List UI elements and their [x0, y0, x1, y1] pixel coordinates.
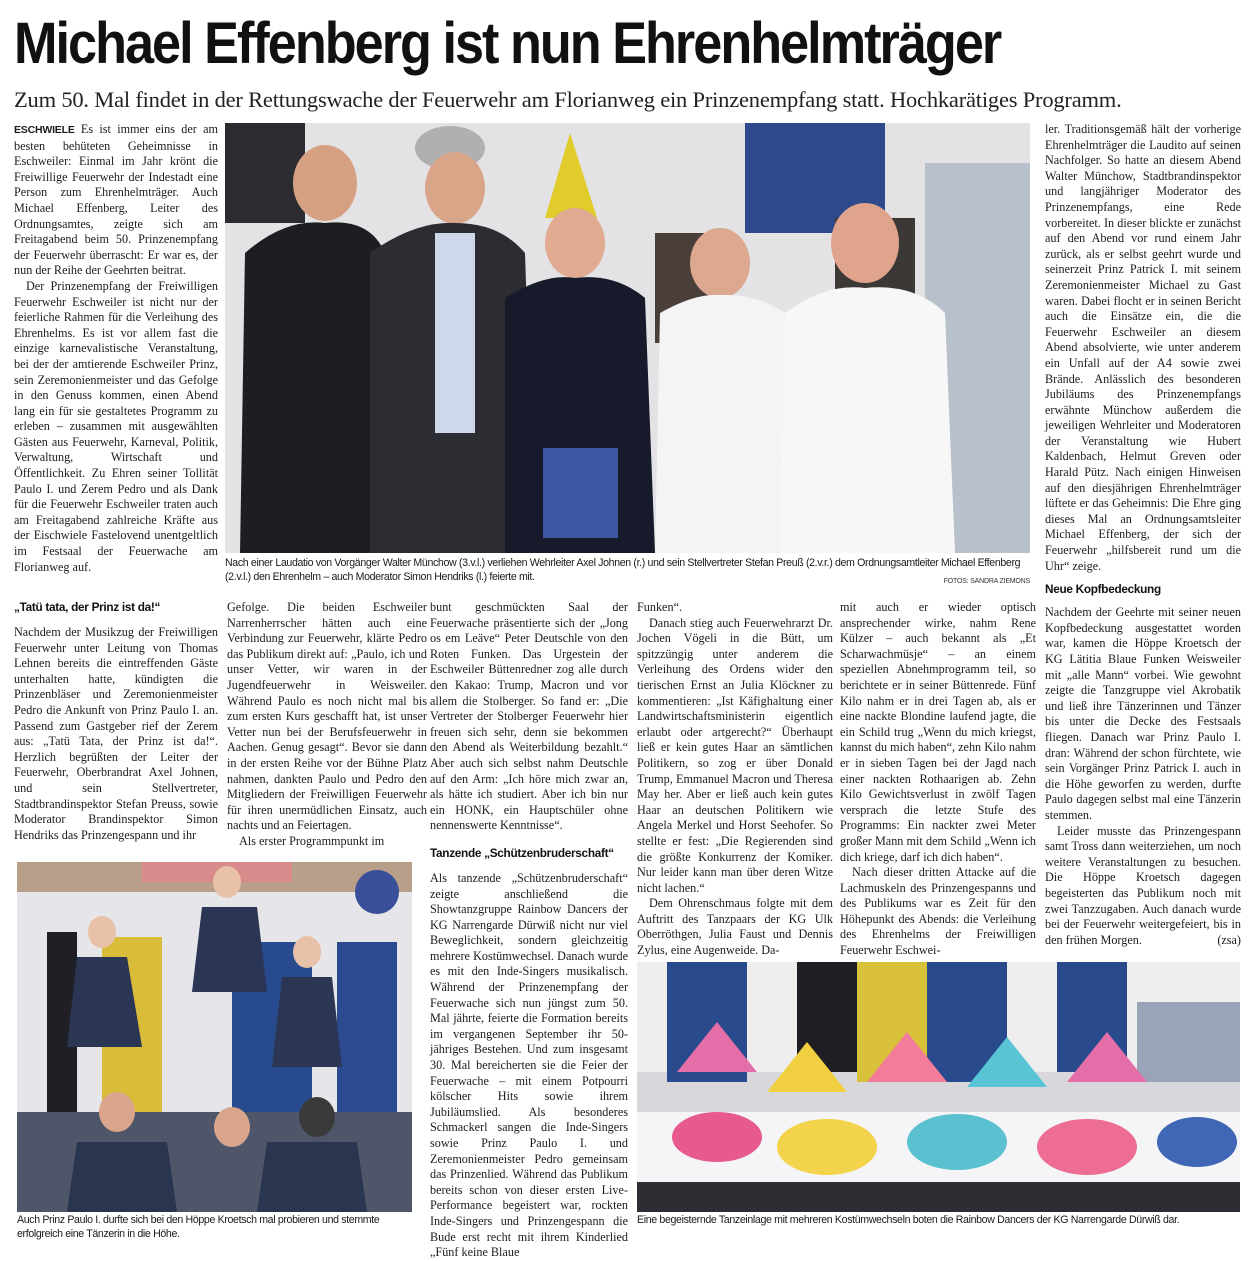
paragraph: Funken“.: [637, 600, 683, 614]
headline: Michael Effenberg ist nun Ehrenhelmträger: [14, 11, 1001, 76]
article-column-5: [840, 600, 1036, 959]
article-column-2: [227, 600, 427, 850]
paragraph: Leider musste das Prinzengespann samt Tross dann weiterziehen, um noch weitere Veranstaltungen zu besuchen. Die Höppe Kroetsch dagegen begeisterten das Publikum noch mit zwei Tanzzugaben. Auch danach wurde bei der Feuerwehr weitergefeiert, bis in den frühen Morgen.: [1045, 823, 1241, 947]
paragraph: Nachdem der Musikzug der Freiwilligen Feuerwehr unter Leitung von Thomas Lehnen bereits die eintreffenden Gäste unterhalten hatte, kündigten die Prinzenbläser und Zeremonienmeister Pedro die Ankunft von Prinz Paulo I. an. Passend zum Gastgeber rief der Zerem aus: „Tatü Tata, der Prinz ist da!“. Herzlich begrüßten der Leiter der Feuerwehr, Oberbrandrat Axel Johnen, und sein Stellvertreter, Stadtbrandinspektor Stefan Preuss, sowie Moderator Brandinspektor Simon Hendriks das Prinzengespann und ihr: [14, 625, 218, 842]
main-photo-caption-box: [225, 557, 1030, 589]
article-column-1-top: [14, 122, 218, 575]
paragraph: mit auch er wieder optisch ansprechender wirke, nahm Rene Külzer – auch bekannt als „Et Scharwachmüsje“ – an einem speziellen Abnehmprogramm teil, so berichtete er in seiner Büttenrede. Fünf Kilo nahm er in drei Tagen ab, als er eine nackte Blondine laufend jagte, die ein Schild trug „Wenn du mich kriegst, kannst du mich haben“, zehn Kilo nahm er in sieben Tagen bei der Jagd nach einer nackten Rothaarigen ab. Zehn Kilo Gewichtsverlust in zwölf Tagen versprach die letzte Stufe des Programms: Ein nackter zwei Meter großer Mann mit dem Schild „Wenn ich dich kriege, darf ich dich haben“.: [840, 600, 1036, 864]
subheadline: Zum 50. Mal findet in der Rettungswache der Feuerwehr am Florianweg ein Prinzenempfang statt. Hochkarätiges Programm.: [14, 87, 1122, 112]
bottom-right-photo: [637, 962, 1240, 1212]
article-column-4: [637, 600, 833, 959]
section-subhead: Tanzende „Schützenbruderschaft“: [430, 845, 614, 860]
article-column-6-top: [1045, 122, 1241, 948]
main-photo-image: [225, 123, 1030, 553]
paragraph: Nachdem der Geehrte mit seiner neuen Kopfbedeckung ausgestattet worden war, kamen die Höppe Kroetsch der KG Lätitia Blaue Funken Weisweiler mit „alle Mann“ vorbei. Wie gewohnt zeigte die Tanzgruppe viel Akrobatik und ließ ihre Tänzerinnen und Tänzer bis unter die Decke des Festsaals fliegen. Danach war Prinz Paulo I. dran: Während der schon fürchtete, wie sein Vorgänger Prinz Patrick I. auch in die Höhe geworfen zu werden, durfte Paulo dagegen selbst mal eine Tänzerin stemmen.: [1045, 605, 1241, 822]
main-photo: [225, 123, 1030, 553]
paragraph: Der Prinzenempfang der Freiwilligen Feuerwehr Eschweiler ist nicht nur der feierliche Rahmen für die Verleihung des Ehrenhelms. Es ist vor allem fast die einzige karnevalistische Veranstaltung, bei der der amtierende Eschweiler Prinz, sein Zeremonienmeister und das Gefolge in den Genuss kommen, einen Abend lang ein für sie gestaltetes Programm zu erleben – zusammen mit ausgewählten Gästen aus Feuerwehr, Karneval, Politik, Verwaltung, Wirtschaft und Öffentlichkeit. Zu Ehren seiner Tollität Paulo I. und Zerem Pedro und als Dank für die Feuerwehr Eschweiler traten auch am Freitagabend zahlreiche Kräfte aus der Eischwiele Fastelovend unentgeltlich im Festsaal der Feuerwache am Florianweg auf.: [14, 278, 218, 574]
bottom-right-photo-caption: Eine begeisternde Tanzeinlage mit mehreren Kostümwechseln boten die Rainbow Dancers der KG Narrengarde Dürwiß dar.: [637, 1214, 1180, 1226]
paragraph: Als erster Programmpunkt im: [239, 833, 385, 848]
bottom-left-photo-caption: Auch Prinz Paulo I. durfte sich bei den Höppe Kroetsch mal probieren und stemmte erfolgreich eine Tänzerin in die Höhe.: [17, 1214, 380, 1240]
article-column-1-lower: [14, 600, 218, 843]
section-subhead: Neue Kopfbedeckung: [1045, 582, 1161, 597]
bottom-left-photo: [17, 862, 412, 1212]
author-tag: (zsa): [1217, 932, 1241, 947]
paragraph: Als tanzende „Schützenbruderschaft“ zeigte anschließend die Showtanzgruppe Rainbow Dancers der KG Narrengarde Dürwiß nicht nur viel Beweglichkeit, sondern gleichzeitig mehrere Kostümwechsel. Danach wurde es mit den Inde-Singers musikalisch. Während der Prinzenempfang der Feuerwache sich nun jüngst zum 50. Mal jährte, feierte die Formation bereits im vergangenen September ihr 50-jähriges Bestehen. Und zum insgesamt 30. Mal bereicherten sie die Feier der Feuerwache – mit einem Potpourri kölscher Hits sowie ihrem Jubiläumslied. Als besonderes Schmackerl sangen die Inde-Singers sowie Prinz Paulo I. und Zeremonienmeister Pedro gemeinsam das Prinzenlied. Während das Publikum bereits schon von dieser ersten Live-Performance begeistert war, rockten Inde-Singers und Prinzengespann die Bude erst recht mit ihrem Kinderlied „Fünf keine Blaue: [430, 870, 628, 1260]
paragraph: Es ist immer eins der am besten behüteten Geheimnisse in Eschweiler: Einmal im Jahr krönt die Freiwillige Feuerwehr der Indestadt eine Person zum Ehrenhelmträger. Auch Michael Effenberg, Leiter des Ordnungsamtes, zeigte sich am Freitagabend beim 50. Prinzenempfang der Feuerwehr überrascht: Er war es, der nun der Reihe der Geehrten beitrat.: [14, 122, 218, 278]
paragraph: Gefolge. Die beiden Eschweiler Narrenherrscher hätten auch eine Verbindung zur Feuerwehr, klärte Pedro das Publikum direkt auf: „Paulo, ich und unser Vetter, wir waren in der Jugendfeuerwehr in Weisweiler. Während Paulo es noch nicht mal bis zum ersten Kurs geschafft hat, ist unser Vetter nun bei der Berufsfeuerwehr in Aachen. Genug gesagt“. Bevor sie dann in der ersten Reihe vor der Bühne Platz nahmen, dankten Paulo und Pedro den Mitgliedern der Freiwilligen Feuerwehr für ihren unermüdlichen Einsatz, auch nachts und an Feiertagen.: [227, 600, 427, 833]
paragraph: bunt geschmückten Saal der Feuerwache präsentierte sich der „Jong os em Leäve“ Peter Deutschle von den Roten Funken. Das Urgestein der Eschweiler Büttenredner zog alle durch den Kakao: Trump, Macron und vor allem die Stolberger. So fand er: „Die Vertreter der Stolberger Feuerwehr hier freuen sich sehr, denn sie bekommen den Abend als Weiterbildung bezahlt.“ Aber auch sich selbst nahm Deutschle auf den Arm: „Ich höre mich zwar an, als hätte ich studiert. Aber ich bin nur ein HONK, ein Hauptschüler ohne nennenswerte Kenntnisse“.: [430, 600, 628, 833]
section-subhead: „Tatü tata, der Prinz ist da!“: [14, 600, 161, 614]
photo-credit: FOTOS: SANDRA ZIEMONS: [943, 578, 1030, 586]
paragraph: ler. Traditionsgemäß hält der vorherige Ehrenhelmträger die Laudito auf seinen Nachfolger. So hatte an diesem Abend Walter Münchow, Stadtbrandinspektor und langjähriger Moderator des Prinzenempfangs, eine Rede vorbereitet. In dieser blickte er zunächst auf den Abend vor rund einem Jahr zurück, als er selbst geehrt wurde und seinerzeit Prinz Patrick I. mit seinem Zeremonienmeister Michael zu Gast waren. Dabei flocht er in seinen Bericht auch die Einsätze ein, die die Feuerwehr Eschweiler an diesem Abend absolvierte, wie unter anderem ein Unfall auf der A4 sowie zwei Brände. Anlässlich des besonderen Jubiläums des Prinzenempfangs erwähnte Münchow außerdem die jeweiligen Wehrleiter und Moderatoren der Veranstaltung wie Hubert Kaldenbach, Helmut Greven oder Harald Pütz. Nach einigen Hinweisen auf den diesjährigen Ehrenhelmträger lüftete er das Geheimnis: Die Ehre ging dieses Mal an Ordnungsamtsleiter Michael Effenberg, der sich der Feuerwehr „hilfsbereit rund um die Uhr“ zeige.: [1045, 122, 1241, 573]
paragraph: Danach stieg auch Feuerwehrarzt Dr. Jochen Vögeli in die Bütt, um spitzzüngig unter anderem die Verleihung des Ordens wider den tierischen Ernst an Julia Klöckner zu kommentieren: „Ist Käfighaltung einer Landwirtschaftsministerin eigentlich erlaubt oder artgerecht?“ Überhaupt ließ er kein gutes Haar an sämtlichen Politikern, so zog er über Donald Trump, Emmanuel Macron und Theresa May her. Aber er ließ auch kein gutes Haar an deutschen Politikern wie Angela Merkel und Horst Seehofer. So stellte er fest: „Die Regierenden sind die größte Konkurrenz der Komiker. Nur leider kann man über deren Witze nicht lachen.“: [637, 615, 833, 895]
main-photo-caption: Nach einer Laudatio von Vorgänger Walter Münchow (3.v.l.) verliehen Wehrleiter Axel Johnen (r.) und sein Stellvertreter Stefan Preuß (2.v.r.) dem Ordnungsamtleiter Michael Effenberg (2.v.l.) den Ehrenhelm – auch Moderator Simon Hendriks (l.) feierte mit.: [225, 557, 1021, 583]
bottom-right-photo-image: [637, 962, 1240, 1212]
paragraph: Nach dieser dritten Attacke auf die Lachmuskeln des Prinzengespanns und des Publikums war es Zeit für den Höhepunkt des Abends: die Verleihung des Ehrenhelms der Freiwilligen Feuerwehr Eschwei-: [840, 865, 1036, 958]
bottom-left-photo-image: [17, 862, 412, 1212]
dateline: ESCHWIELE: [14, 124, 75, 136]
article-column-3: [430, 600, 628, 1261]
paragraph: Dem Ohrenschmaus folgte mit dem Auftritt des Tanzpaars der KG Ulk Oberröthgen, Julia Faust und Dennis Zylus, eine Augenweide. Da-: [637, 896, 833, 958]
